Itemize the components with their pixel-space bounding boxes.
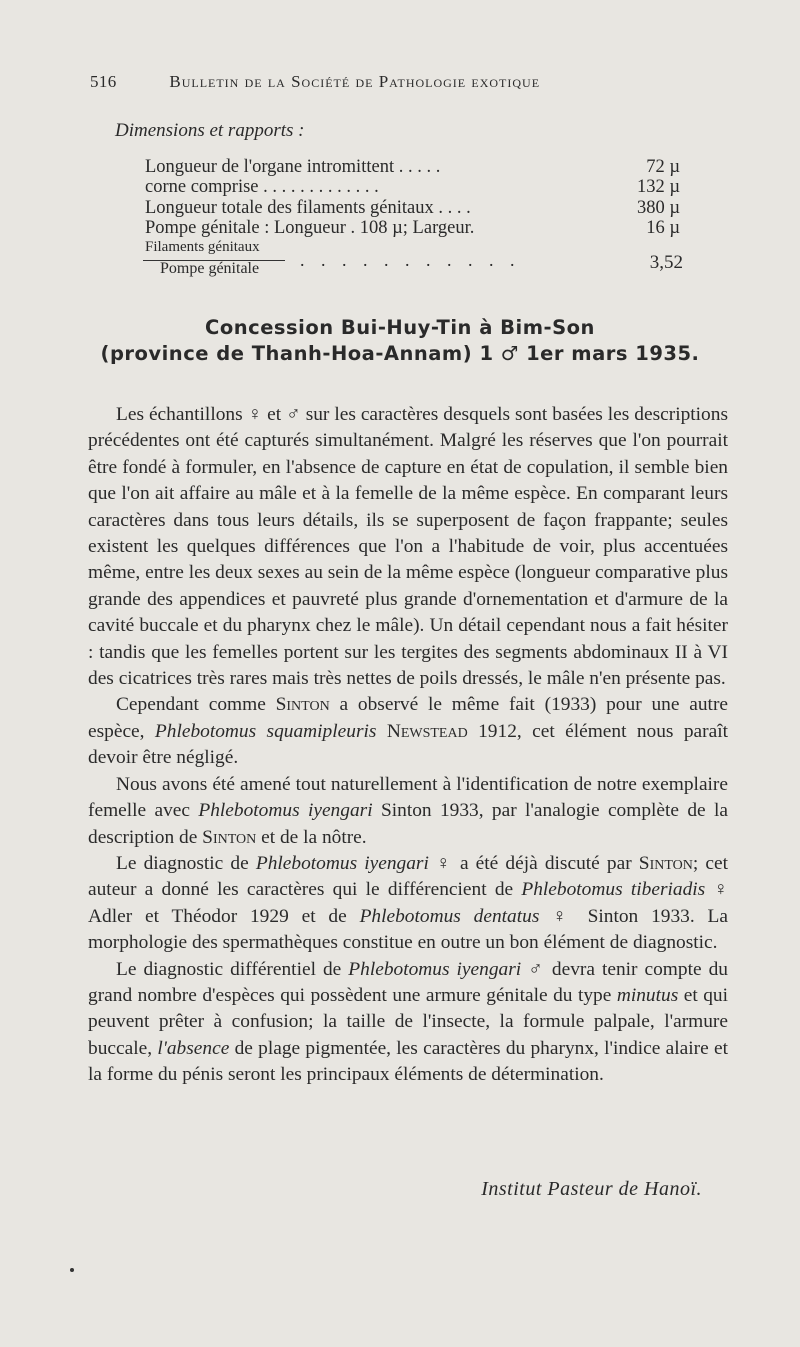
species-name: Phlebotomus dentatus bbox=[359, 905, 540, 927]
measurement-label: Longueur totale des filaments génitaux . . . . bbox=[145, 198, 471, 218]
paragraph-text: Sinton 1933, par l'analogie complète de la description de bbox=[88, 800, 728, 848]
print-speck bbox=[70, 1268, 74, 1272]
measurement-value: 16 µ bbox=[646, 218, 680, 238]
paragraph-text: Cependant comme bbox=[116, 694, 266, 716]
ratio-numerator: Filaments génitaux bbox=[145, 239, 260, 255]
species-name: Phlebotomus iyengari bbox=[255, 852, 429, 874]
paragraph-text: et qui peuvent prêter à confusion; la taille de l'insecte, la formule palpale, l'armure buccale, bbox=[88, 984, 728, 1059]
measurement-value: 72 µ bbox=[646, 157, 680, 177]
species-name: Phlebotomus iyengari bbox=[348, 958, 522, 980]
species-name: Phlebotomus iyengari bbox=[198, 800, 373, 822]
measurement-label: Longueur de l'organe intromittent . . . . . bbox=[145, 157, 441, 177]
measurement-value: 132 µ bbox=[636, 177, 680, 197]
author-name: Newstead bbox=[386, 720, 468, 742]
measurement-row bbox=[145, 177, 680, 197]
section-heading-line2: (province de Thanh-Hoa-Annam) 1 ♂ 1er mars 1935. bbox=[100, 342, 700, 365]
measurement-value: 380 µ bbox=[636, 198, 680, 218]
emphasis-text: l'absence bbox=[157, 1037, 230, 1059]
paragraph-text: Le diagnostic de bbox=[116, 852, 249, 874]
author-name: Sinton bbox=[638, 852, 693, 874]
page-number: 516 bbox=[90, 72, 117, 91]
paragraph-text: Nous avons été amené tout naturellement à l'identification de notre exemplaire femelle avec bbox=[88, 773, 728, 822]
paragraph-text: ♀ Adler et Théodor 1929 et de bbox=[88, 879, 728, 927]
measurement-row bbox=[145, 157, 680, 177]
measurement-label: corne comprise . . . . . . . . . . . . . bbox=[145, 177, 379, 197]
paragraph-text: ♂ devra tenir compte du grand nombre d'espèces qui possèdent une armure génitale du type bbox=[88, 958, 728, 1006]
paragraph-text: Le diagnostic différentiel de bbox=[116, 958, 342, 980]
journal-title: Bulletin de la Société de Pathologie exotique bbox=[169, 72, 541, 91]
species-name: minutus bbox=[616, 984, 679, 1006]
paragraph bbox=[88, 957, 728, 1089]
paragraph-text: et de la nôtre. bbox=[261, 826, 367, 848]
paragraph-text: ♀ a été déjà discuté par bbox=[436, 852, 632, 874]
paragraph-text: de plage pigmentée, les caractères du pharynx, l'indice alaire et la forme du pénis seront les principaux éléments de détermination. bbox=[88, 1037, 728, 1086]
paragraph bbox=[88, 851, 728, 957]
paragraph-text: ♀ Sinton 1933. La morphologie des spermathèques constitue en outre un bon élément de diagnostic. bbox=[88, 905, 728, 954]
author-name: Sinton bbox=[202, 826, 257, 848]
measurement-row bbox=[145, 198, 680, 218]
paragraph bbox=[88, 402, 728, 692]
section-heading-line1: Concession Bui-Huy-Tin à Bim-Son bbox=[205, 316, 595, 339]
paragraph bbox=[88, 772, 728, 851]
paragraph-text: 1912, cet élément nous paraît devoir être négligé. bbox=[88, 720, 728, 769]
measurement-label: Pompe génitale : Longueur . 108 µ; Largeur. bbox=[145, 218, 475, 238]
measurement-row bbox=[145, 218, 680, 238]
paragraph-text: ; cet auteur a donné les caractères qui le différencient de bbox=[88, 852, 728, 901]
author-name: Sinton bbox=[275, 694, 330, 716]
species-name: Phlebotomus tiberiadis bbox=[521, 879, 706, 901]
institution-signature: Institut Pasteur de Hanoï. bbox=[481, 1178, 702, 1200]
ratio-denominator: Pompe génitale bbox=[160, 260, 260, 277]
species-name: Phlebotomus squamipleuris bbox=[154, 720, 377, 742]
paragraph-text: Les échantillons ♀ et ♂ sur les caractères desquels sont basées les descriptions précédentes ont été capturés simultanément. Malgré les réserves que l'on pourrait être fondé à formuler, en l'absence de capture en état de copulation, il semble bien que l'on ait affaire au mâle et à la femelle de la même espèce. En comparant leurs caractères dans tous leurs détails, ils se superposent de façon frappante; seules existent les quelques différences que l'on a l'habitude de voir, plus accentuées même, entre les deux sexes au sein de la même espèce (longueur comparative plus grande des appendices et pauvreté plus grande d'ornementation et d'armure de la cavité buccale et du pharynx chez le mâle). Un détail cependant nous a fait hésiter : tandis que les femelles portent sur les tergites des segments abdominaux II à VI des cicatrices très rares mais très nettes de poils dressés, le mâle n'en présente pas. bbox=[88, 404, 728, 690]
article-body bbox=[88, 402, 728, 1089]
running-header bbox=[90, 72, 540, 92]
ratio-leader-dots: . . . . . . . . . . . bbox=[300, 250, 521, 270]
ratio-value: 3,52 bbox=[649, 252, 683, 273]
paragraph-text: a observé le même fait (1933) pour une autre espèce, bbox=[88, 694, 729, 742]
dimensions-title: Dimensions et rapports : bbox=[115, 120, 305, 141]
paragraph bbox=[88, 692, 728, 771]
